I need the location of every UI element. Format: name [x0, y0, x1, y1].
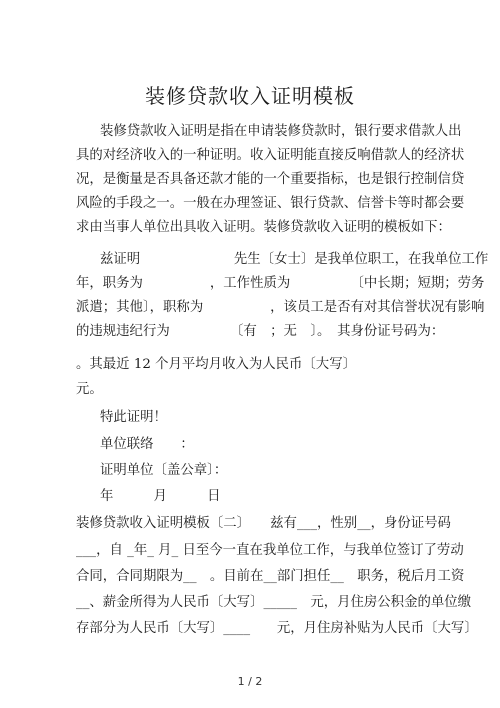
- document-title: 装修贷款收入证明模板: [145, 84, 355, 108]
- paragraph-line: 兹证明 先生〔女士〕是我单位职工，在我单位工作: [100, 252, 489, 267]
- paragraph-line: 派遣；其他〕，职称为 ，该员工是否有对其信誉状况有影响: [76, 300, 485, 315]
- paragraph-line: 单位联络 ：: [100, 437, 194, 452]
- paragraph-line: 的违规违纪行为 〔有 ；无 〕。 其身份证号码为：: [76, 324, 445, 339]
- paragraph-line: 。其最近 12 个月平均月收入为人民币〔大写〕: [76, 357, 356, 372]
- paragraph-line: 元。: [76, 382, 103, 397]
- paragraph-line: 证明单位〔盖公章〕：: [100, 463, 228, 478]
- paragraph-line: 风险的手段之一。一般在办理签证、银行贷款、信誉卡等时都会要: [76, 196, 465, 211]
- paragraph-line: 特此证明！: [100, 410, 167, 425]
- paragraph-line: 存部分为人民币〔大写〕____ 元，月住房补贴为人民币〔大写〕: [76, 621, 478, 636]
- paragraph-line: 合同，合同期限为__ 。目前在__部门担任__ 职务，税后月工资: [76, 569, 465, 584]
- paragraph-line: 况，是衡量是否具备还款才能的一个重要指标，也是银行控制信贷: [76, 172, 465, 187]
- page-number: 1 / 2: [237, 675, 263, 688]
- paragraph-line: 求由当事人单位出具收入证明。装修贷款收入证明的模板如下：: [76, 220, 451, 235]
- paragraph-line: ___，自 _年_ 月_ 日至今一直在我单位工作，与我单位签订了劳动: [76, 543, 464, 558]
- paragraph-line: __、薪金所得为人民币〔大写〕_____ 元，月住房公积金的单位缴: [76, 595, 472, 610]
- paragraph-line: 具的对经济收入的一种证明。收入证明能直接反响借款人的经济状: [76, 148, 465, 163]
- paragraph-line: 年，职务为 ，工作性质为 〔中长期；短期；劳务: [76, 276, 485, 291]
- paragraph-line: 装修贷款收入证明是指在申请装修贷款时，银行要求借款人出: [100, 124, 462, 139]
- paragraph-line: 年 月 日: [100, 489, 221, 504]
- paragraph-line: 装修贷款收入证明模板〔二〕 兹有___，性别__，身份证号码: [76, 516, 451, 531]
